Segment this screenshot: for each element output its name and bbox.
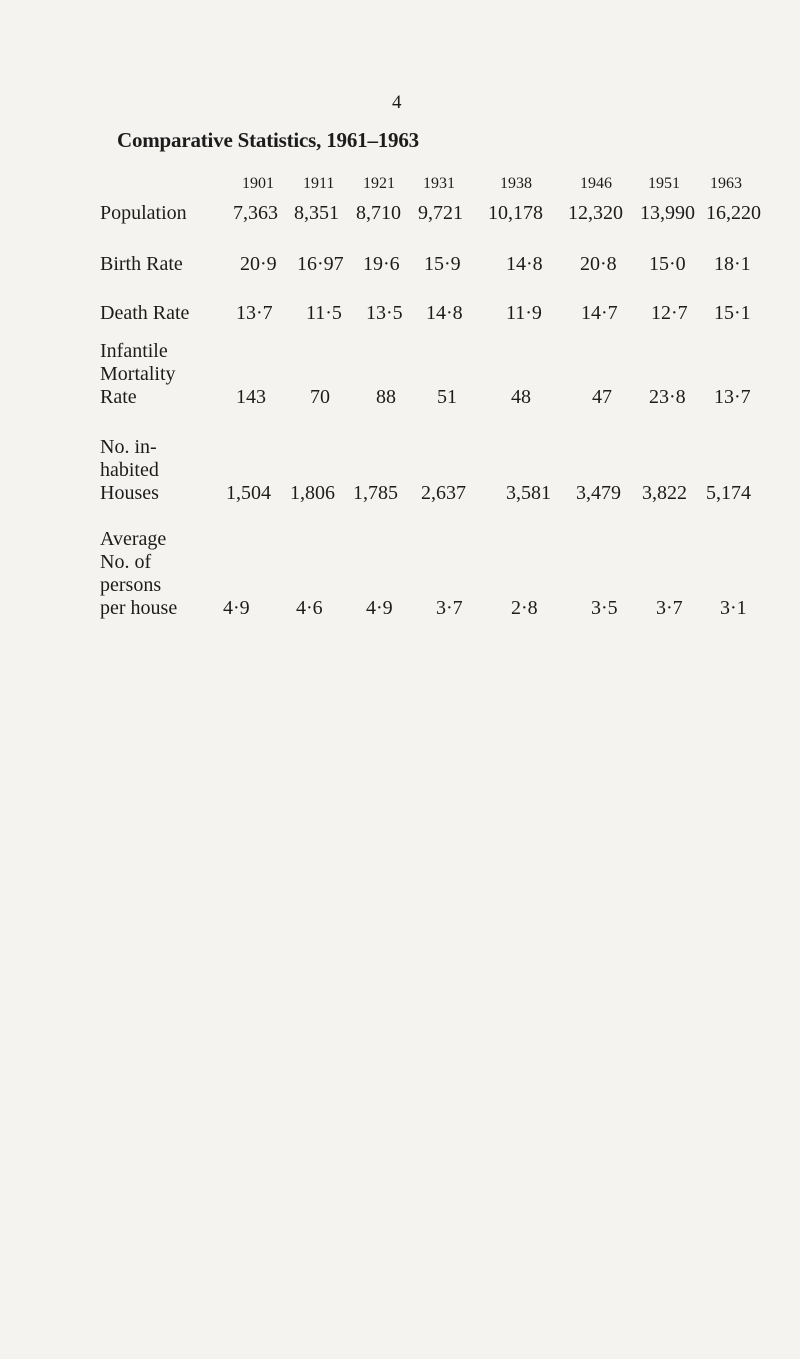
row-label-death-rate: Death Rate	[100, 302, 190, 324]
table-cell: 12,320	[568, 202, 623, 224]
table-cell: 18·1	[714, 253, 751, 275]
table-cell: 13·7	[236, 302, 273, 324]
year-header: 1901	[242, 175, 274, 192]
table-cell: 2·8	[511, 597, 538, 619]
year-header: 1946	[580, 175, 612, 192]
row-label-birth-rate: Birth Rate	[100, 253, 183, 275]
table-cell: 4·9	[366, 597, 393, 619]
row-label-population: Population	[100, 202, 187, 224]
table-cell: 14·7	[581, 302, 618, 324]
table-cell: 2,637	[421, 482, 466, 504]
table-cell: 3·1	[720, 597, 747, 619]
table-cell: 3·5	[591, 597, 618, 619]
table-cell: 16,220	[706, 202, 761, 224]
table-cell: 11·9	[506, 302, 542, 324]
table-cell: 70	[310, 386, 330, 408]
table-cell: 7,363	[233, 202, 278, 224]
table-cell: 15·9	[424, 253, 461, 275]
page-number: 4	[392, 92, 402, 113]
year-header: 1921	[363, 175, 395, 192]
table-cell: 13,990	[640, 202, 695, 224]
table-cell: 8,351	[294, 202, 339, 224]
table-cell: 3·7	[436, 597, 463, 619]
table-cell: 11·5	[306, 302, 342, 324]
table-cell: 1,785	[353, 482, 398, 504]
year-header-row	[0, 175, 800, 199]
table-cell: 3,581	[506, 482, 551, 504]
table-cell: 14·8	[506, 253, 543, 275]
table-cell: 10,178	[488, 202, 543, 224]
table-cell: 15·0	[649, 253, 686, 275]
table-cell: 47	[592, 386, 612, 408]
table-cell: 8,710	[356, 202, 401, 224]
table-cell: 88	[376, 386, 396, 408]
table-cell: 9,721	[418, 202, 463, 224]
year-header: 1951	[648, 175, 680, 192]
table-cell: 1,806	[290, 482, 335, 504]
row-label-infantile-mortality-rate: Infantile Mortality Rate	[100, 340, 176, 408]
year-header: 1931	[423, 175, 455, 192]
table-cell: 20·8	[580, 253, 617, 275]
table-cell: 4·6	[296, 597, 323, 619]
year-header: 1938	[500, 175, 532, 192]
row-label-average-persons-per-house: Average No. of persons per house	[100, 528, 178, 619]
table-cell: 15·1	[714, 302, 751, 324]
table-cell: 19·6	[363, 253, 400, 275]
table-cell: 14·8	[426, 302, 463, 324]
table-cell: 13·5	[366, 302, 403, 324]
page-title: Comparative Statistics, 1961–1963	[117, 128, 419, 152]
table-cell: 48	[511, 386, 531, 408]
year-header: 1963	[710, 175, 742, 192]
table-cell: 3,822	[642, 482, 687, 504]
table-cell: 13·7	[714, 386, 751, 408]
table-cell: 143	[236, 386, 266, 408]
table-cell: 3,479	[576, 482, 621, 504]
table-cell: 12·7	[651, 302, 688, 324]
row-label-inhabited-houses: No. in- habited Houses	[100, 436, 159, 504]
table-cell: 5,174	[706, 482, 751, 504]
table-cell: 20·9	[240, 253, 277, 275]
table-cell: 51	[437, 386, 457, 408]
table-cell: 1,504	[226, 482, 271, 504]
year-header: 1911	[303, 175, 335, 192]
table-cell: 16·97	[297, 253, 344, 275]
table-cell: 3·7	[656, 597, 683, 619]
table-cell: 4·9	[223, 597, 250, 619]
table-cell: 23·8	[649, 386, 686, 408]
